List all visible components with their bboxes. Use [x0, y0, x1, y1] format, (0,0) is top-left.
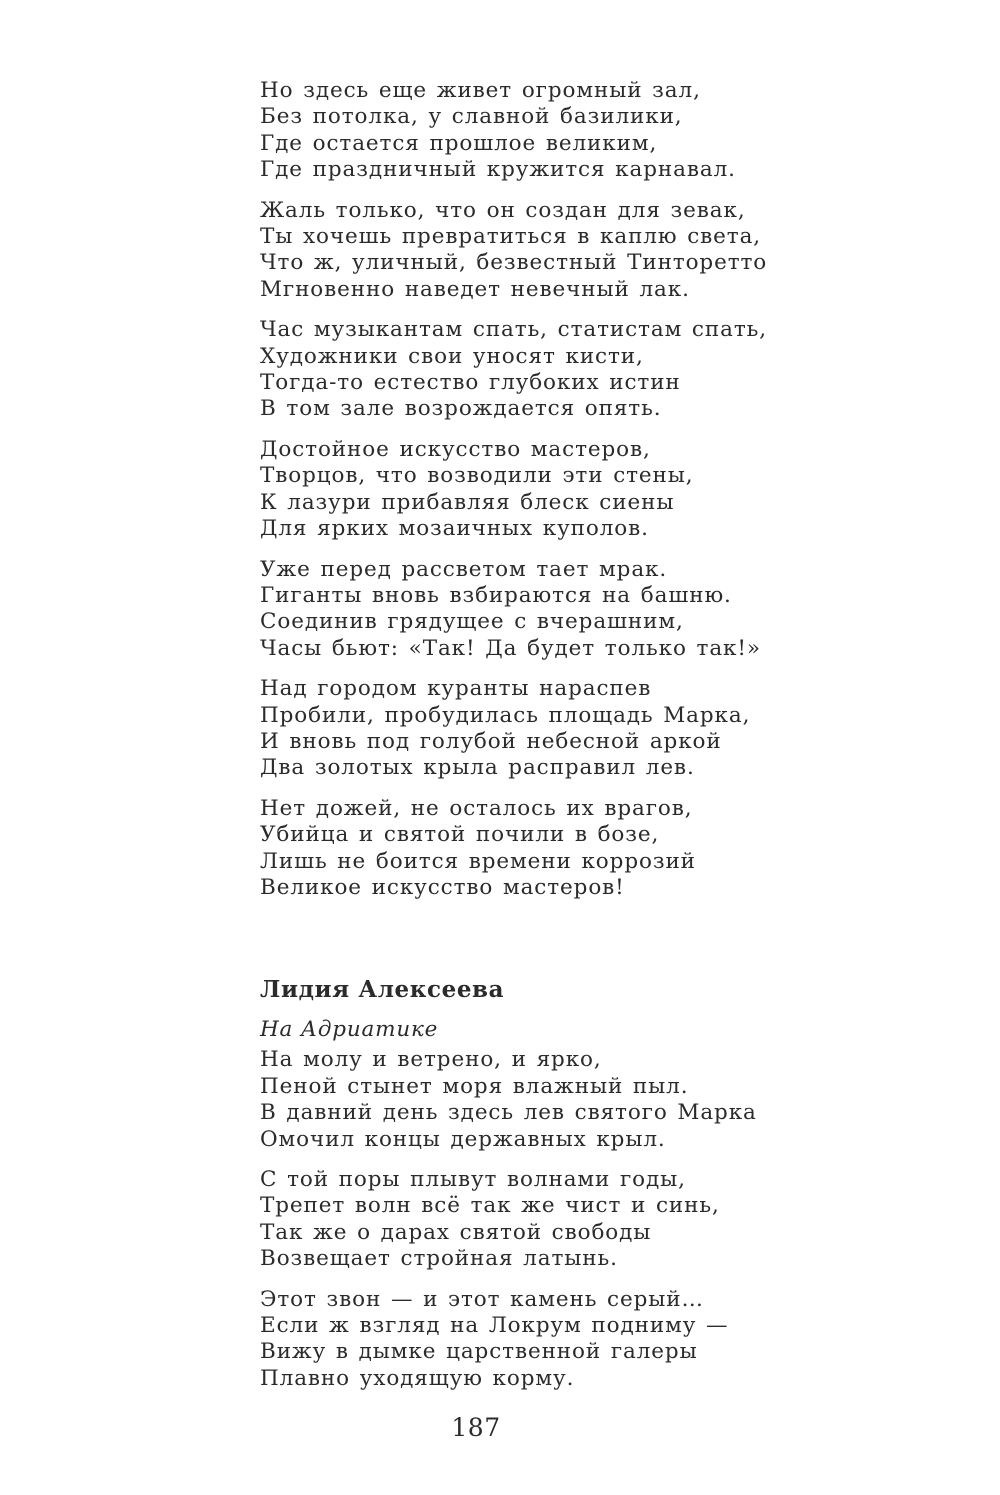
verse-line: Омочил концы державных крыл. — [260, 1126, 666, 1152]
poem-title: На Адриатике — [260, 1017, 439, 1043]
verse-line: Пробили, пробудилась площадь Марка, — [260, 702, 751, 728]
verse-line: Ты хочешь превратиться в каплю света, — [260, 224, 762, 250]
verse-line: Тогда-то естество глубоких истин — [260, 370, 681, 396]
verse-line: Великое искусство мастеров! — [260, 874, 625, 900]
verse-line: Нет дожей, не осталось их врагов, — [260, 795, 693, 821]
stanza — [260, 1167, 780, 1273]
stanza — [260, 78, 780, 184]
page-number: 187 — [451, 1413, 501, 1442]
text-column — [260, 78, 780, 1406]
verse-line: Возвещает стройная латынь. — [260, 1246, 618, 1272]
verse-line: Для ярких мозаичных куполов. — [260, 516, 649, 542]
verse-line: Творцов, что возводили эти стены, — [260, 463, 694, 489]
verse-line: Где остается прошлое великим, — [260, 130, 658, 156]
verse-line: Пеной стынет моря влажный пыл. — [260, 1073, 689, 1099]
verse-line: Что ж, уличный, безвестный Тинторетто — [260, 250, 768, 276]
verse-line: Где праздничный кружится карнавал. — [260, 157, 736, 183]
verse-line: Над городом куранты нараспев — [260, 676, 652, 702]
stanza — [260, 1287, 780, 1393]
verse-line: В давний день здесь лев святого Марка — [260, 1100, 757, 1126]
stanza — [260, 437, 780, 543]
verse-line: Этот звон — и этот камень серый… — [260, 1286, 704, 1312]
verse-line: Два золотых крыла расправил лев. — [260, 755, 695, 781]
stanza — [260, 676, 780, 782]
verse-line: Трепет волн всё так же чист и синь, — [260, 1193, 720, 1219]
verse-line: Мгновенно наведет невечный лак. — [260, 276, 690, 302]
verse-line: Плавно уходящую корму. — [260, 1365, 575, 1391]
verse-line: Художники свои уносят кисти, — [260, 343, 644, 369]
verse-line: Достойное искусство мастеров, — [260, 436, 651, 462]
verse-line: Лишь не боится времени коррозий — [260, 848, 696, 874]
verse-line: С той поры плывут волнами годы, — [260, 1167, 686, 1192]
verse-line: Так же о дарах святой свободы — [260, 1219, 652, 1245]
verse-line: Гиганты вновь взбираются на башню. — [260, 582, 732, 608]
verse-line: Вижу в дымке царственной галеры — [260, 1339, 698, 1365]
verse-line: Убийца и святой почили в бозе, — [260, 822, 660, 848]
verse-line: Уже перед рассветом тает мрак. — [260, 556, 668, 582]
stanza — [260, 1047, 780, 1153]
poem-na-adriatike — [260, 1047, 780, 1392]
stanza — [260, 317, 780, 423]
author-name: Лидия Алексеева — [260, 976, 505, 1004]
stanza — [260, 557, 780, 663]
verse-line: Но здесь еще живет огромный зал, — [260, 78, 701, 103]
verse-line: Час музыкантам спать, статистам спать, — [260, 317, 767, 343]
stanza — [260, 198, 780, 304]
poem-continuation — [260, 78, 780, 901]
stanza — [260, 796, 780, 902]
verse-line: Часы бьют: «Так! Да будет только так!» — [260, 635, 761, 661]
verse-line: Жаль только, что он создан для зевак, — [260, 197, 746, 223]
verse-line: И вновь под голубой небесной аркой — [260, 728, 722, 754]
verse-line: В том зале возрождается опять. — [260, 396, 662, 422]
verse-line: Без потолка, у славной базилики, — [260, 104, 683, 130]
verse-line: Если ж взгляд на Локрум подниму — — [260, 1313, 729, 1339]
verse-line: К лазури прибавляя блеск сиены — [260, 489, 675, 515]
verse-line: На молу и ветрено, и ярко, — [260, 1047, 602, 1073]
verse-line: Соединив грядущее с вчерашним, — [260, 609, 684, 635]
